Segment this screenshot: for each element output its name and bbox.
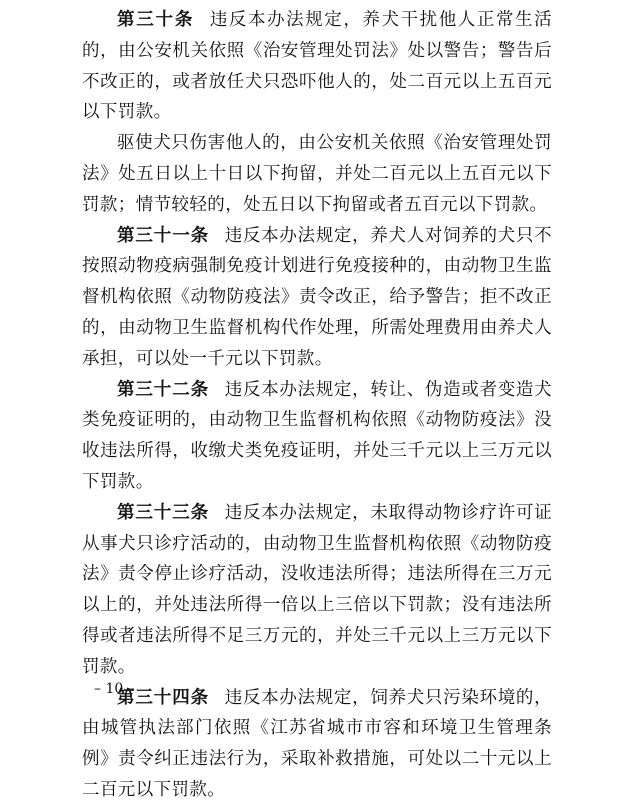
article-32-text: 违反本办法规定，转让、伪造或者变造犬类免疫证明的，由动物卫生监督机构依照《动物防疫法》没收违法所得，收缴犬类免疫证明，并处三千元以上三万元以下罚款。 bbox=[82, 379, 553, 492]
document-page bbox=[82, 5, 552, 806]
article-33-text: 违反本办法规定，未取得动物诊疗许可证从事犬只诊疗活动的，由动物卫生监督机构依照《动物防疫法》责令停止诊疗活动，没收违法所得；违法所得在三万元以上的，并处违法所得一倍以上三倍以下罚款；没有违法所得或者违法所得不足三万元的，并处三千元以上三万元以下罚款。 bbox=[82, 502, 553, 677]
article-31-text: 违反本办法规定，养犬人对饲养的犬只不按照动物疫病强制免疫计划进行免疫接种的，由动物卫生监督机构依照《动物防疫法》责令改正，给予警告；拒不改正的，由动物卫生监督机构代作处理，所需处理费用由养犬人承担，可以处一千元以下罚款。 bbox=[82, 225, 553, 369]
article-34-heading: 第三十四条 bbox=[117, 687, 209, 708]
page-number: – 10 – bbox=[94, 681, 135, 697]
article-32-paragraph bbox=[82, 375, 552, 498]
article-30-continuation-text: 驱使犬只伤害他人的，由公安机关依照《治安管理处罚法》处五日以上十日以下拘留，并处二百元以上五百元以下罚款；情节较轻的，处五日以下拘留或者五百元以下罚款。 bbox=[82, 133, 552, 215]
article-30-text: 违反本办法规定，养犬干扰他人正常生活的，由公安机关依照《治安管理处罚法》处以警告；警告后不改正的，或者放任犬只恐吓他人的，处二百元以上五百元以下罚款。 bbox=[82, 10, 552, 123]
article-34-text: 违反本办法规定，饲养犬只污染环境的，由城管执法部门依照《江苏省城市市容和环境卫生管理条例》责令纠正违法行为，采取补救措施，可处以二十元以上二百元以下罚款。 bbox=[82, 687, 553, 800]
article-30-heading: 第三十条 bbox=[117, 10, 195, 30]
article-33-paragraph bbox=[82, 498, 552, 683]
article-34-paragraph bbox=[82, 683, 552, 806]
article-32-heading: 第三十二条 bbox=[117, 379, 209, 400]
article-33-heading: 第三十三条 bbox=[117, 502, 209, 523]
article-31-paragraph bbox=[82, 221, 552, 375]
article-30-paragraph bbox=[82, 5, 552, 128]
article-31-heading: 第三十一条 bbox=[117, 225, 209, 246]
article-30-continuation-paragraph bbox=[82, 128, 552, 220]
